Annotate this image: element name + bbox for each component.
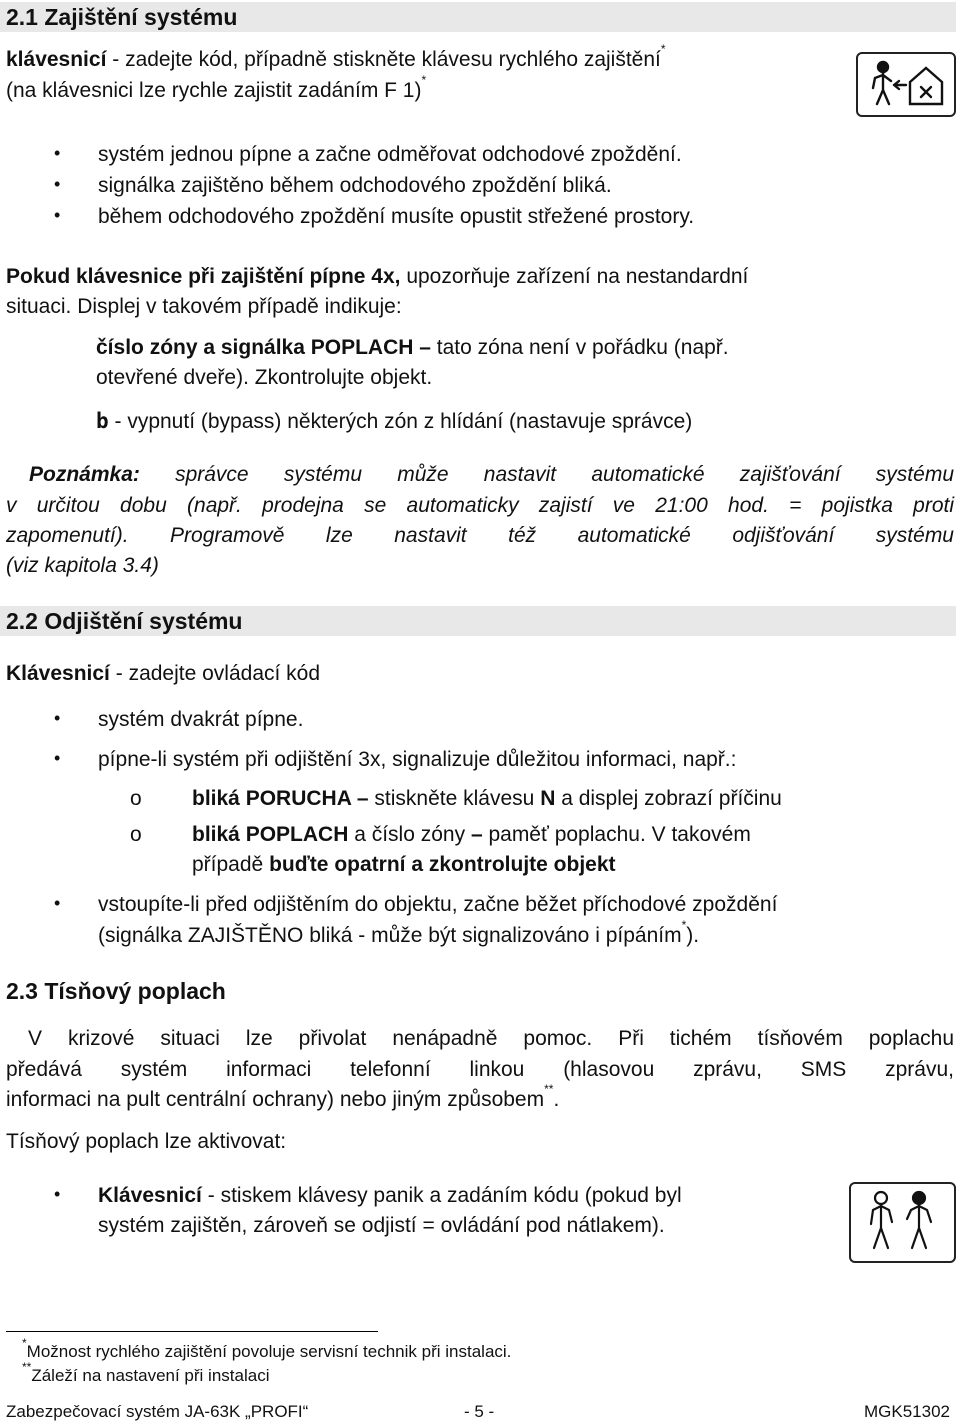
list-item: • vstoupíte-li před odjištěním do objektu, začne běžet příchodové zpoždění — [98, 893, 777, 917]
page-number: - 5 - — [464, 1402, 495, 1421]
arm-intro-line: klávesnicí - zadejte kód, případně stiskněte klávesu rychlého zajištění* — [6, 42, 666, 71]
bypass-display-glyph: b — [96, 409, 109, 433]
bypass-line: b - vypnutí (bypass) některých zón z hlídání (nastavuje správce) — [96, 409, 693, 433]
section-title: 2.1 Zajištění systému — [6, 4, 238, 30]
warning-line: Pokud klávesnice při zajištění pípne 4x, upozorňuje zařízení na nestandardní — [6, 265, 749, 288]
list-item: • signálka zajištěno během odchodového zpoždění bliká. — [98, 174, 612, 198]
list-item-line-2: systém zajištěn, zároveň se odjistí = ovládání pod nátlakem). — [98, 1214, 665, 1237]
list-item: • pípne-li systém při odjištění 3x, signalizuje důležitou informaci, např.: — [98, 748, 736, 772]
sub-list-item: o bliká PORUCHA – stiskněte klávesu N a displej zobrazí příčinu — [192, 787, 782, 811]
section-title: 2.3 Tísňový poplach — [6, 978, 226, 1004]
section-title: 2.2 Odjištění systému — [6, 608, 243, 634]
list-item: • systém dvakrát pípne. — [98, 708, 303, 732]
list-item-line-2: (signálka ZAJIŠTĚNO bliká - může být signalizováno i pípáním*). — [98, 918, 700, 947]
arm-intro-line-2: (na klávesnici lze rychle zajistit zadáním F 1)* — [6, 73, 427, 102]
warning-line-2: situaci. Displej v takovém případě indikuje: — [6, 295, 402, 318]
note-line: Poznámka: správce systému může nastavit automatické zajišťování systému — [29, 463, 954, 486]
sub-list-item-line-2: případě buďte opatrní a zkontrolujte objekt — [192, 853, 616, 876]
document-code: MGK51302 — [864, 1402, 950, 1421]
paragraph-line: předává systém informaci telefonní linkou (hlasovou zprávu, SMS zprávu, — [6, 1058, 954, 1081]
footer-title: Zabezpečovací systém JA-63K „PROFI“ — [6, 1402, 309, 1421]
footnote-separator — [6, 1331, 378, 1332]
zone-alarm-line-2: otevřené dveře). Zkontrolujte objekt. — [96, 366, 433, 389]
note-line: zapomenutí). Programově lze nastavit též automatické odjišťování systému — [6, 524, 954, 547]
list-item: • Klávesnicí - stiskem klávesy panik a zadáním kódu (pokud byl — [98, 1184, 682, 1208]
paragraph: Tísňový poplach lze aktivovat: — [6, 1130, 287, 1153]
list-item: • během odchodového zpoždění musíte opustit střežené prostory. — [98, 205, 694, 229]
panic-two-persons-icon — [849, 1182, 956, 1263]
note-line: (viz kapitola 3.4) — [6, 554, 159, 577]
disarm-intro-line: Klávesnicí - zadejte ovládací kód — [6, 662, 321, 685]
paragraph-line: V krizové situaci lze přivolat nenápadně pomoc. Při tichém tísňovém poplachu — [28, 1027, 954, 1050]
zone-alarm-line: číslo zóny a signálka POPLACH – tato zóna není v pořádku (např. — [96, 336, 729, 359]
list-item: • systém jednou pípne a začne odměřovat odchodové zpoždění. — [98, 143, 682, 167]
paragraph-line: informaci na pult centrální ochrany) nebo jiným způsobem**. — [6, 1082, 560, 1111]
person-leaving-house-icon — [856, 52, 956, 117]
note-line: v určitou dobu (např. prodejna se automaticky zajistí ve 21:00 hod. = pojistka proti — [6, 494, 954, 517]
footnote: **Záleží na nastavení při instalaci — [22, 1360, 270, 1385]
sub-list-item: o bliká POPLACH a číslo zóny – paměť poplachu. V takovém — [192, 823, 751, 847]
footnote: *Možnost rychlého zajištění povoluje servisní technik při instalaci. — [22, 1336, 512, 1361]
